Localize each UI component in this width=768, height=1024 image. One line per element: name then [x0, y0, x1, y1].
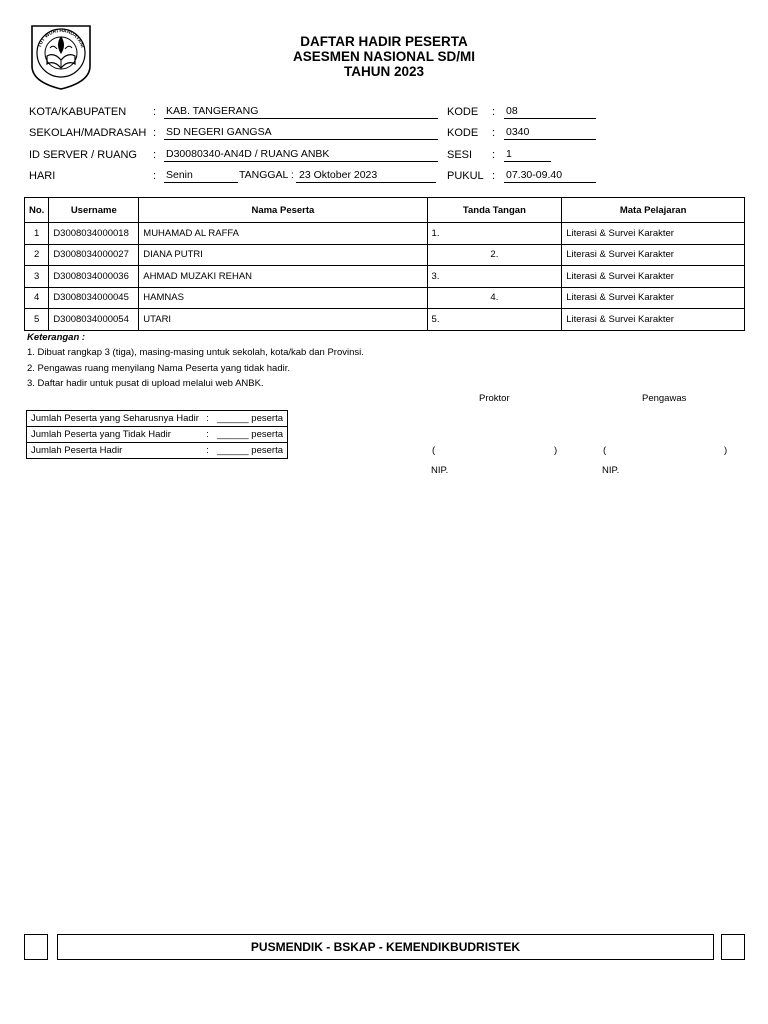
table-header-row	[25, 198, 745, 223]
summary-value: ______ peserta	[213, 427, 288, 443]
row-username: D3008034000054	[49, 309, 139, 331]
kota-label: KOTA/KABUPATEN	[29, 106, 127, 118]
row-username: D3008034000027	[49, 244, 139, 266]
summary-colon: :	[206, 443, 213, 459]
summary-value: ______ peserta	[213, 411, 288, 427]
row-signature: 3.	[427, 266, 562, 288]
row-signature: 5.	[427, 309, 562, 331]
server-label: ID SERVER / RUANG	[29, 149, 137, 161]
summary-colon: :	[206, 427, 213, 443]
pengawas-close-paren: )	[724, 445, 728, 456]
row-username: D3008034000036	[49, 266, 139, 288]
pukul-label: PUKUL	[447, 170, 484, 182]
summary-value: ______ peserta	[213, 443, 288, 459]
header-no: No.	[25, 198, 49, 223]
tanggal-value: 23 Oktober 2023	[296, 169, 436, 183]
row-no: 3	[25, 266, 49, 288]
table-row	[25, 266, 745, 288]
kode2-colon: :	[492, 127, 496, 139]
hari-label: HARI	[29, 170, 56, 182]
row-mapel: Literasi & Survei Karakter	[562, 287, 745, 309]
server-colon: :	[153, 149, 157, 161]
note-item-3: 3. Daftar hadir untuk pusat di upload melalui web ANBK.	[27, 378, 264, 389]
kode1-label: KODE	[447, 106, 479, 118]
footer-left-box	[24, 934, 48, 960]
proktor-close-paren: )	[554, 445, 558, 456]
row-no: 2	[25, 244, 49, 266]
footer-institution: PUSMENDIK - BSKAP - KEMENDIKBUDRISTEK	[57, 934, 714, 960]
row-nama: HAMNAS	[139, 287, 427, 309]
row-no: 1	[25, 223, 49, 245]
row-nama: DIANA PUTRI	[139, 244, 427, 266]
svg-text:TUT WURI HANDAYANI: TUT WURI HANDAYANI	[36, 27, 86, 49]
sekolah-value: SD NEGERI GANGSA	[164, 126, 438, 140]
header-mata-pelajaran: Mata Pelajaran	[562, 198, 745, 223]
attendance-summary	[26, 410, 288, 459]
attendance-table	[24, 197, 745, 331]
summary-label: Jumlah Peserta yang Seharusnya Hadir	[27, 411, 207, 427]
header-username: Username	[49, 198, 139, 223]
row-signature: 2.	[427, 244, 562, 266]
document-subtitle: ASESMEN NASIONAL SD/MI	[292, 49, 476, 64]
row-username: D3008034000045	[49, 287, 139, 309]
summary-row	[27, 443, 288, 459]
document-title: DAFTAR HADIR PESERTA	[300, 34, 468, 49]
pengawas-label: Pengawas	[642, 393, 687, 404]
row-nama: UTARI	[139, 309, 427, 331]
pukul-colon: :	[492, 170, 496, 182]
proktor-open-paren: (	[432, 445, 436, 456]
row-no: 5	[25, 309, 49, 331]
pengawas-nip: NIP.	[602, 465, 620, 476]
header-tanda-tangan: Tanda Tangan	[427, 198, 562, 223]
row-mapel: Literasi & Survei Karakter	[562, 244, 745, 266]
hari-colon: :	[153, 170, 157, 182]
pukul-value: 07.30-09.40	[504, 169, 596, 183]
row-username: D3008034000018	[49, 223, 139, 245]
row-nama: MUHAMAD AL RAFFA	[139, 223, 427, 245]
row-signature: 4.	[427, 287, 562, 309]
row-mapel: Literasi & Survei Karakter	[562, 223, 745, 245]
proktor-nip: NIP.	[431, 465, 449, 476]
summary-label: Jumlah Peserta yang Tidak Hadir	[27, 427, 207, 443]
summary-row	[27, 411, 288, 427]
note-item-2: 2. Pengawas ruang menyilang Nama Peserta yang tidak hadir.	[27, 363, 290, 374]
header-nama-peserta: Nama Peserta	[139, 198, 427, 223]
summary-label: Jumlah Peserta Hadir	[27, 443, 207, 459]
kode2-label: KODE	[447, 127, 479, 139]
row-signature: 1.	[427, 223, 562, 245]
sekolah-label: SEKOLAH/MADRASAH	[29, 127, 147, 139]
table-row	[25, 287, 745, 309]
table-row	[25, 309, 745, 331]
row-nama: AHMAD MUZAKI REHAN	[139, 266, 427, 288]
summary-row	[27, 427, 288, 443]
kode2-value: 0340	[504, 126, 596, 140]
footer-right-box	[721, 934, 745, 960]
summary-colon: :	[206, 411, 213, 427]
sekolah-colon: :	[153, 127, 157, 139]
tanggal-label: TANGGAL :	[239, 169, 294, 181]
sesi-colon: :	[492, 149, 496, 161]
pengawas-open-paren: (	[603, 445, 607, 456]
row-mapel: Literasi & Survei Karakter	[562, 309, 745, 331]
table-row	[25, 223, 745, 245]
server-value: D30080340-AN4D / RUANG ANBK	[164, 148, 438, 162]
note-item-1: 1. Dibuat rangkap 3 (tiga), masing-masing untuk sekolah, kota/kab dan Provinsi.	[27, 347, 364, 358]
row-no: 4	[25, 287, 49, 309]
sesi-label: SESI	[447, 149, 473, 161]
document-year: TAHUN 2023	[343, 64, 425, 79]
table-row	[25, 244, 745, 266]
proktor-label: Proktor	[479, 393, 510, 404]
row-mapel: Literasi & Survei Karakter	[562, 266, 745, 288]
kode1-value: 08	[504, 105, 596, 119]
kode1-colon: :	[492, 106, 496, 118]
hari-value: Senin	[164, 169, 238, 183]
notes-title: Keterangan :	[27, 332, 86, 343]
sesi-value: 1	[504, 148, 551, 162]
kota-colon: :	[153, 106, 157, 118]
kota-value: KAB. TANGERANG	[164, 105, 438, 119]
